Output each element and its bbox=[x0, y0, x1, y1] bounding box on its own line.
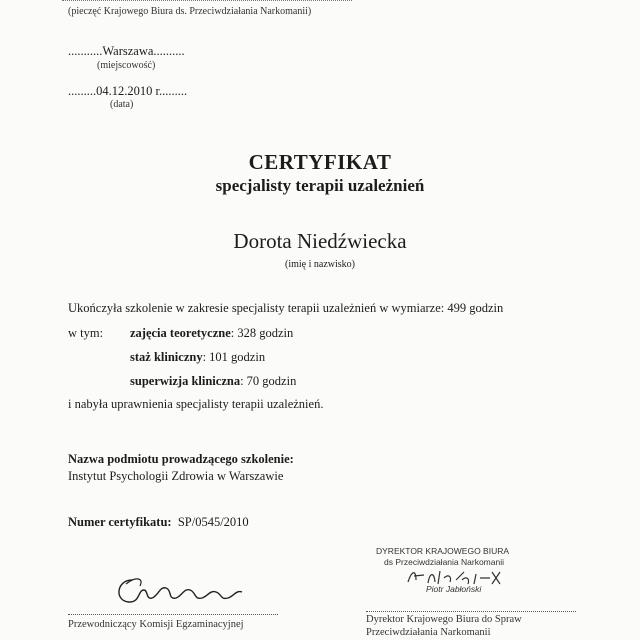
component-supervision bbox=[130, 374, 296, 389]
component-value: : 101 godzin bbox=[202, 350, 266, 364]
provider-label-text: Nazwa podmiotu prowadzącego szkolenie: bbox=[68, 452, 294, 466]
director-signature-line bbox=[366, 611, 576, 612]
chair-signature-line bbox=[68, 614, 278, 615]
certificate-title: CERTYFIKAT bbox=[248, 150, 392, 174]
chair-caption: Przewodniczący Komisji Egzaminacyjnej bbox=[68, 619, 244, 630]
director-stamp-name: Piotr Jabłoński bbox=[426, 584, 482, 594]
component-label: superwizja kliniczna bbox=[130, 374, 241, 388]
date-line: .........04.12.2010 r......... bbox=[68, 84, 188, 98]
provider-value: Instytut Psychologii Zdrowia w Warszawie bbox=[68, 469, 284, 483]
holder-name: Dorota Niedźwiecka bbox=[233, 229, 407, 253]
including-label: w tym: bbox=[68, 326, 104, 340]
certificate-subtitle: specjalisty terapii uzależnień bbox=[215, 176, 425, 195]
certificate-number bbox=[68, 515, 249, 530]
place-caption: (miejscowość) bbox=[97, 60, 156, 71]
component-value: : 70 godzin bbox=[240, 374, 297, 388]
certificate-number-label: Numer certyfikatu: bbox=[68, 515, 172, 529]
rights-text: i nabyła uprawnienia specjalisty terapii uzależnień. bbox=[68, 397, 324, 411]
director-caption-line2: Przeciwdziałania Narkomanii bbox=[366, 627, 491, 638]
stamp-caption: (pieczęć Krajowego Biura ds. Przeciwdziałania Narkomanii) bbox=[68, 6, 312, 17]
component-clinical-internship bbox=[130, 350, 265, 365]
component-label: zajęcia teoretyczne bbox=[130, 326, 231, 340]
chair-signature-icon bbox=[110, 572, 250, 608]
holder-caption: (imię i nazwisko) bbox=[285, 259, 355, 270]
date-caption: (data) bbox=[110, 99, 134, 110]
director-stamp-line2: ds Przeciwdziałania Narkomanii bbox=[384, 557, 504, 567]
stamp-area-line bbox=[62, 0, 352, 1]
director-caption-line1: Dyrektor Krajowego Biura do Spraw bbox=[366, 614, 522, 625]
component-label: staż kliniczny bbox=[130, 350, 203, 364]
place-line: ...........Warszawa.......... bbox=[68, 44, 185, 58]
component-value: : 328 godzin bbox=[230, 326, 294, 340]
completed-text: Ukończyła szkolenie w zakresie specjalisty terapii uzależnień w wymiarze: 499 godzin bbox=[68, 301, 504, 315]
director-stamp-line1: DYREKTOR KRAJOWEGO BIURA bbox=[376, 546, 510, 556]
certificate-number-value: SP/0545/2010 bbox=[177, 515, 249, 529]
provider-label bbox=[68, 452, 294, 467]
component-theory bbox=[130, 326, 293, 341]
